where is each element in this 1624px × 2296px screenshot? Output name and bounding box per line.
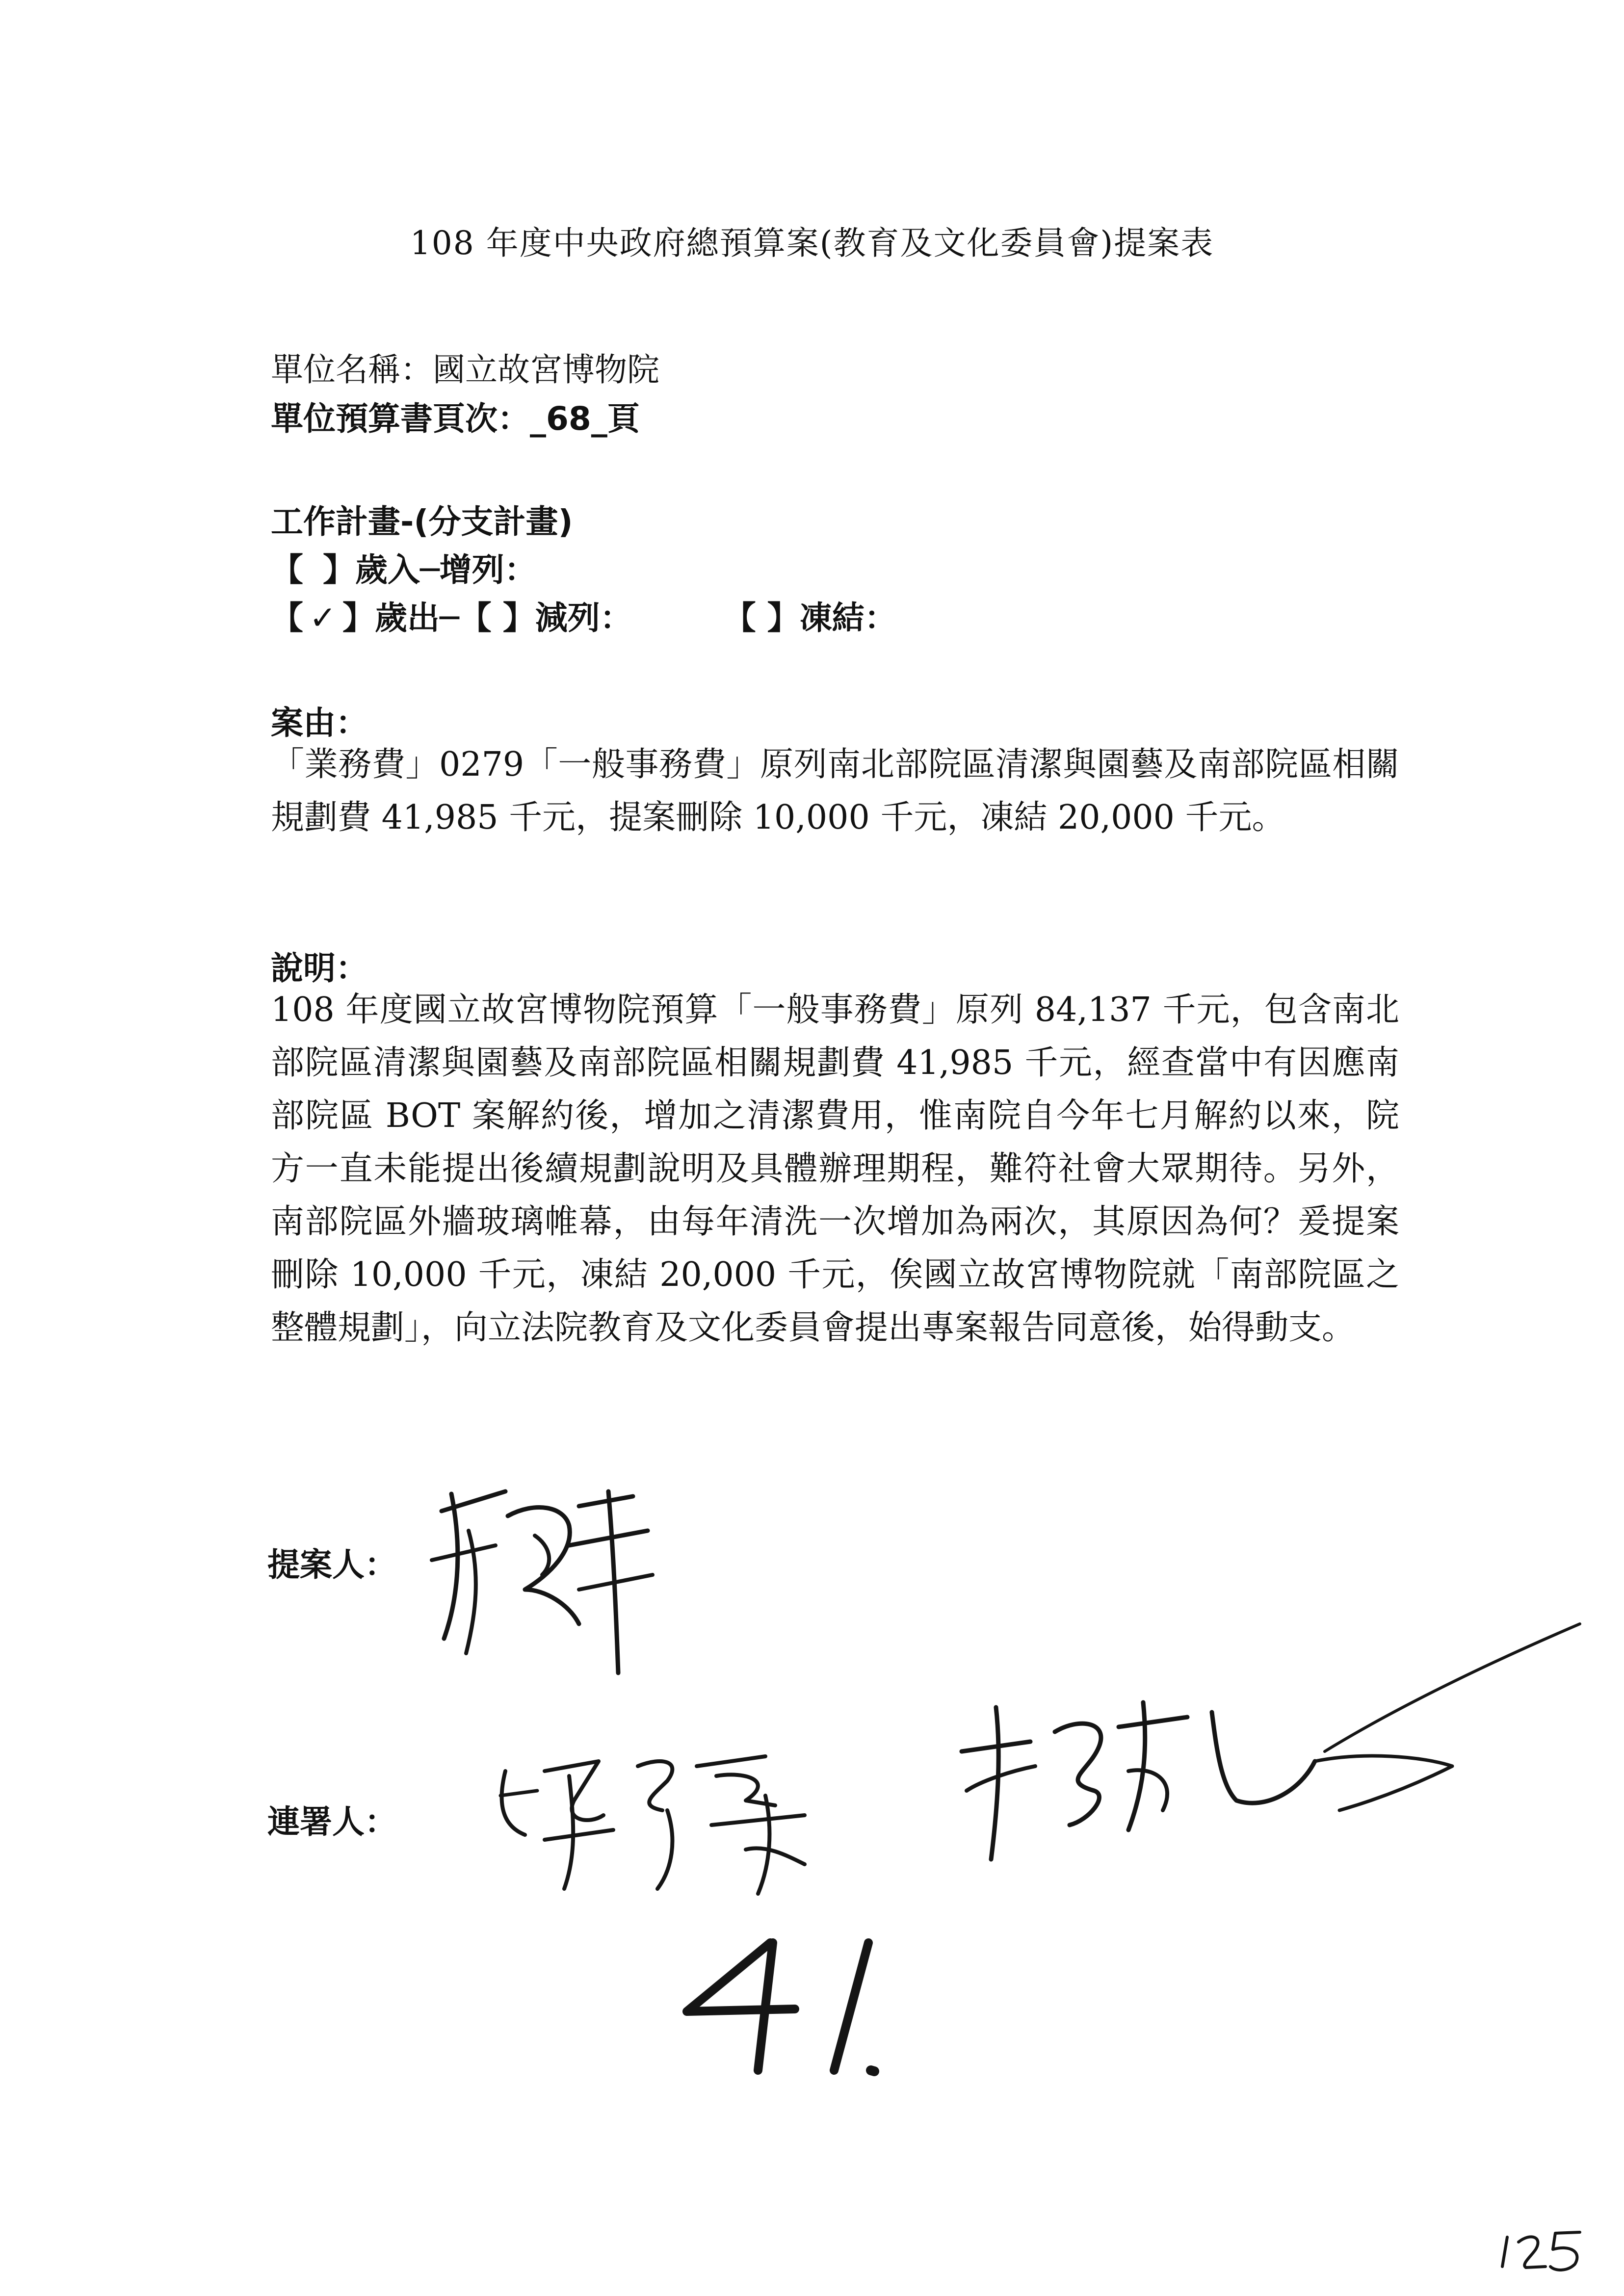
cut-brackets: 【 】 (459, 599, 535, 637)
cosigner-label: 連署人： (267, 1803, 397, 1841)
document-title: 108 年度中央政府總預算案(教育及文化委員會)提案表 (410, 224, 1214, 262)
explanation-text: 108 年度國立故宮博物院預算「一般事務費」原列 84,137 千元，包含南北部院區清潔與園藝及南部院區相關規劃費 41,985 千元，經查當中有因應南部院區 BOT 案解約後，增加之清潔費用，惟南院自今年七月解約以來，院方一直未能提出後續規劃說明及具體辦理期程，難符社會大眾期待。另外，南部院區外牆玻璃帷幕，由每年清洗一次增加為兩次，其原因為何？爰提案刪除 10,000 千元，凍結 20,000 千元，俟國立故宮博物院就「南部院區之整體規劃」，向立法院教育及文化委員會提出專案報告同意後，始得動支。 (271, 991, 1399, 1347)
budget-page-ref: 單位預算書頁次：_68_頁 (271, 400, 640, 438)
freeze-label: 凍結： (799, 599, 897, 637)
proposer-signature (422, 1477, 697, 1683)
work-plan-label: 工作計畫-(分支計畫) (271, 503, 573, 541)
freeze-brackets: 【 】 (723, 599, 800, 637)
unit-name: 單位名稱：國立故宮博物院 (271, 351, 659, 389)
page-number-handwriting (1496, 2222, 1604, 2276)
revenue-left-bracket: 【 (271, 551, 303, 589)
cosigner-signature-2 (932, 1604, 1590, 1879)
page-number (1496, 2222, 1604, 2276)
proposal-number (672, 1923, 927, 2085)
expenditure-row (271, 592, 897, 638)
reason-text: 「業務費」0279「一般事務費」原列南北部院區清潔與園藝及南部院區相關規劃費 41,985 千元，提案刪除 10,000 千元，凍結 20,000 千元。 (271, 745, 1399, 837)
proposal-number-handwriting (672, 1923, 927, 2085)
revenue-row (271, 544, 537, 590)
cosigner-signature-1 (491, 1742, 873, 1904)
revenue-label: 歲入─增列： (355, 551, 537, 589)
cut-label: 減列： (535, 599, 632, 637)
proposer-label: 提案人： (267, 1546, 397, 1584)
revenue-right-bracket: 】 (323, 551, 355, 589)
expenditure-left-bracket: 【 (271, 599, 303, 637)
expenditure-label: 歲出─ (375, 599, 459, 637)
expenditure-right-bracket: 】 (342, 599, 375, 637)
reason-heading: 案由： (271, 704, 368, 742)
explanation-heading: 說明： (271, 949, 368, 987)
expenditure-check-mark: ✓ (309, 599, 337, 637)
